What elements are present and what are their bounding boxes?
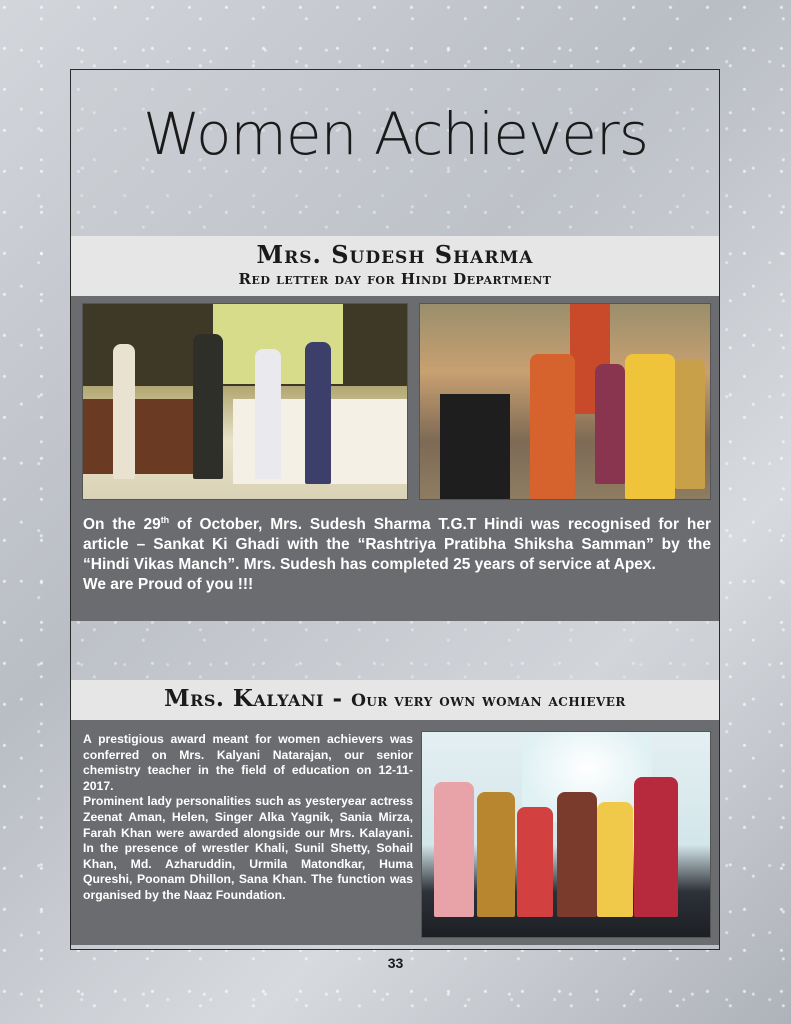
page-number: 33	[387, 955, 404, 971]
award-ceremony-photo-left	[82, 303, 408, 500]
kalyani-article-text	[83, 732, 413, 904]
sudesh-paragraph: On the 29th of October, Mrs. Sudesh Sharma T.G.T Hindi was recognised for her article – Sankat Ki Ghadi with the “Rashtriya Pratibha Shiksha Samman” by the “Hindi Vikas Manch”. Mrs. Sudesh has completed 25 years of service at Apex.	[83, 515, 711, 574]
page-title: Women Achievers	[143, 100, 648, 168]
sudesh-article-text	[83, 510, 711, 595]
award-ceremony-photo-right	[419, 303, 711, 500]
section-header-sudesh	[71, 236, 719, 296]
kalyani-award-photo	[421, 731, 711, 938]
section-subtitle-sudesh: Red letter day for Hindi Department	[238, 270, 552, 288]
section-title-sudesh: Mrs. Sudesh Sharma	[256, 240, 534, 269]
sudesh-closing-line: We are Proud of you !!!	[83, 576, 254, 594]
kalyani-paragraph-2: Prominent lady personalities such as yesteryear actress Zeenat Aman, Helen, Singer Alka Yagnik, Sania Mirza, Farah Khan were awarded alongside our Mrs. Kalayani. In the presence of wrestler Khali, Sunil Shetty, Sohail Khan, Md. Azharuddin, Urmila Matondkar, Huma Qureshi, Poonam Dhillon, Sana Khan. The function was organised by the Naaz Foundation.	[83, 794, 413, 902]
section-header-kalyani	[71, 680, 719, 720]
kalyani-paragraph-1: A prestigious award meant for women achievers was conferred on Mrs. Kalyani Natarajan, our senior chemistry teacher in the field of education on 12-11-2017.	[83, 732, 413, 793]
section-tagline-kalyani: Our very own woman achiever	[351, 691, 626, 711]
section-title-kalyani: Mrs. Kalyani - Our very own woman achiever	[164, 685, 626, 712]
